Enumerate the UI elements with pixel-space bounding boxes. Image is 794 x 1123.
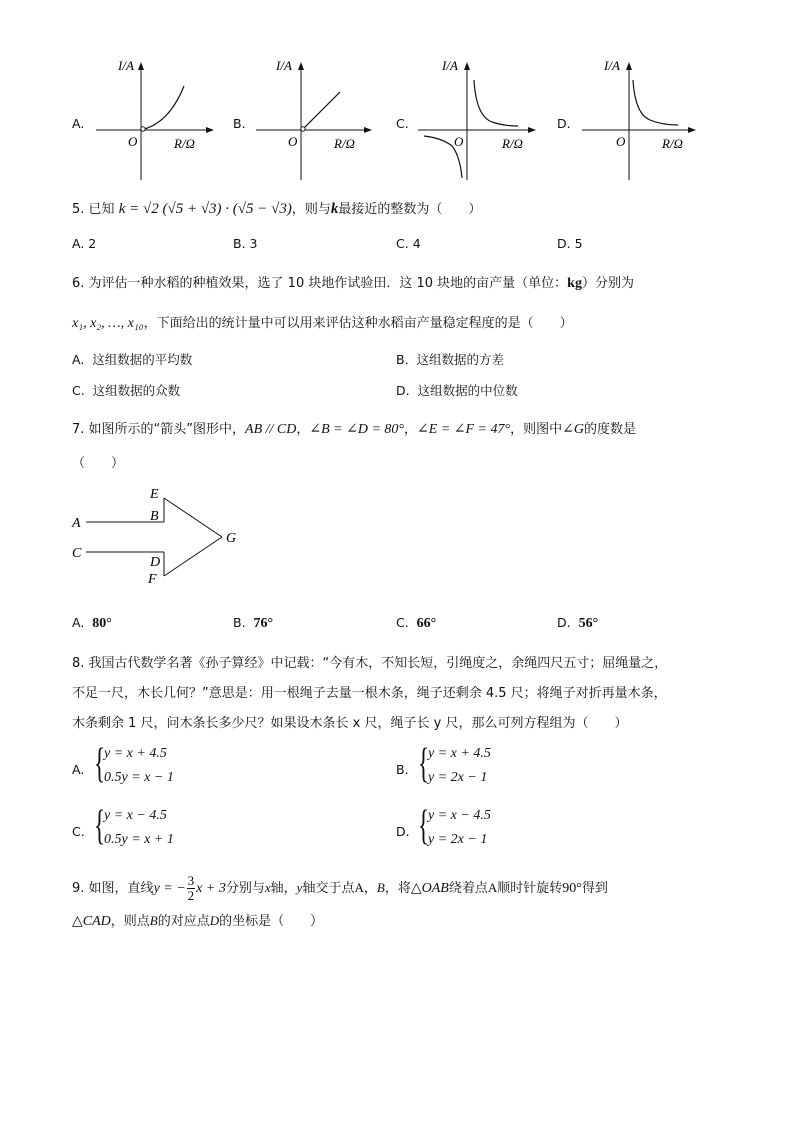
label-g: G: [226, 531, 237, 546]
q6-option-c[interactable]: C. 这组数据的众数: [72, 383, 181, 398]
q6-vars: x₁, x₂, …, x₁₀: [72, 316, 144, 331]
q5-option-d[interactable]: D. 5: [557, 236, 583, 251]
q6-option-d[interactable]: D. 这组数据的中位数: [396, 383, 518, 398]
q5-suffix-a: ，则与: [291, 202, 331, 217]
x-label: R/Ω: [334, 136, 355, 151]
q7-option-b[interactable]: B. 76°: [233, 615, 274, 631]
question-6-line2: x₁, x₂, …, x₁₀，下面给出的统计量中可以用来评估这种水稻亩产量稳定程度的是（ ）: [72, 316, 573, 331]
q8-option-d[interactable]: D. { y = x − 4.5 y = 2x − 1: [396, 803, 491, 849]
label-b: B: [150, 509, 159, 524]
question-8-line3: 木条剩余 1 尺，问木条长多少尺？如果设木条长 x 尺，绳子长 y 尺，那么可列方程组为（ ）: [72, 716, 628, 731]
question-8-line2: 不足一尺，木长几何？”意思是：用一根绳子去量一根木条，绳子还剩余 4.5 尺；将绳子对折再量木条，: [72, 686, 667, 701]
q7-option-d[interactable]: D. 56°: [557, 615, 599, 631]
q8-option-b[interactable]: B. { y = x + 4.5 y = 2x − 1: [396, 741, 491, 787]
q4-option-c-label: C.: [396, 116, 409, 131]
q7-option-a[interactable]: A. 80°: [72, 615, 112, 631]
question-7-line1: 7. 如图所示的“箭头”图形中，AB // CD，∠B = ∠D = 80°，∠E = ∠F = 47°，则图中∠G的度数是: [72, 422, 636, 437]
x-label: R/Ω: [174, 136, 195, 151]
q7-option-c[interactable]: C. 66°: [396, 615, 437, 631]
question-5: [72, 198, 481, 218]
y-label: I/A: [276, 58, 292, 73]
q4-option-b-label: B.: [233, 116, 246, 131]
x-label: R/Ω: [662, 136, 683, 151]
y-arrow-icon: [138, 62, 144, 70]
q4-graph-d: [576, 56, 706, 186]
x-arrow-icon: [528, 127, 536, 133]
x-arrow-icon: [206, 127, 214, 133]
q5-number: 5.: [72, 202, 85, 217]
label-e: E: [150, 487, 159, 502]
question-8-line1: 8. 我国古代数学名著《孙子算经》中记载：“今有木，不知长短，引绳度之，余绳四尺五寸；屈绳量之，: [72, 656, 668, 671]
origin-label: O: [128, 134, 138, 149]
origin-label: O: [288, 134, 298, 149]
question-7-paren: （ ）: [72, 456, 125, 471]
curve-a: [141, 86, 184, 130]
origin-label: O: [616, 134, 626, 149]
q7-arrow-figure: [68, 482, 258, 592]
q5-prefix: 已知: [88, 202, 115, 217]
label-c: C: [72, 546, 82, 561]
q5-option-a[interactable]: A. 2: [72, 236, 97, 251]
x-arrow-icon: [688, 127, 696, 133]
q8-option-c[interactable]: C. { y = x − 4.5 0.5y = x + 1: [72, 803, 174, 849]
q4-option-a-label: A.: [72, 116, 85, 131]
open-circle: [141, 127, 145, 131]
q5-option-c[interactable]: C. 4: [396, 236, 421, 251]
x-arrow-icon: [364, 127, 372, 133]
y-label: I/A: [118, 58, 134, 73]
question-9-line2: △CAD，则点B的对应点D的坐标是（ ）: [72, 913, 324, 929]
q4-graph-b: [250, 56, 380, 186]
q9-line-eq-a: y = −: [153, 881, 186, 896]
q7-cond2: ∠B = ∠D = 80°: [309, 422, 405, 437]
q5-k: k: [330, 201, 339, 217]
y-arrow-icon: [626, 62, 632, 70]
curve-c-upper: [474, 80, 518, 126]
q5-suffix-b: 最接近的整数为（ ）: [338, 202, 482, 217]
q6-option-a[interactable]: A. 这组数据的平均数: [72, 352, 193, 367]
q6-unit: kg: [567, 276, 582, 291]
q7-cond3: ∠E = ∠F = 47°: [417, 422, 511, 437]
question-9-line1: 9. 如图，直线y = − $\frac{3}{2}$ x + 3分别与x轴，y轴交于点A，B，将△OAB绕着点A顺时针旋转90°得到: [72, 873, 608, 903]
origin-label: O: [454, 134, 464, 149]
question-6-line1: 6. 为评估一种水稻的种植效果，选了 10 块地作试验田．这 10 块地的亩产量（单位：kg）分别为: [72, 276, 634, 291]
q4-graph-c: [412, 56, 542, 186]
y-arrow-icon: [464, 62, 470, 70]
q9-fraction: $\frac{3}{2}$: [187, 873, 195, 903]
line-b: [303, 92, 340, 129]
q7-target: ∠G: [562, 422, 584, 437]
open-circle: [301, 127, 305, 131]
q4-option-d-label: D.: [557, 116, 571, 131]
x-label: R/Ω: [502, 136, 523, 151]
q5-option-b[interactable]: B. 3: [233, 236, 258, 251]
label-f: F: [148, 572, 157, 587]
y-label: I/A: [604, 58, 620, 73]
y-label: I/A: [442, 58, 458, 73]
q8-option-a[interactable]: A. { y = x + 4.5 0.5y = x − 1: [72, 741, 174, 787]
y-arrow-icon: [298, 62, 304, 70]
q4-graph-a: [88, 56, 218, 186]
label-a: A: [72, 516, 81, 531]
q6-option-b[interactable]: B. 这组数据的方差: [396, 352, 505, 367]
q5-expression: k = √2 (√5 + √3) · (√5 − √3): [118, 201, 292, 217]
q9-line-eq-b: x + 3: [196, 881, 226, 896]
label-d: D: [150, 555, 161, 570]
q7-cond1: AB // CD: [245, 422, 297, 437]
curve-d: [633, 80, 678, 125]
